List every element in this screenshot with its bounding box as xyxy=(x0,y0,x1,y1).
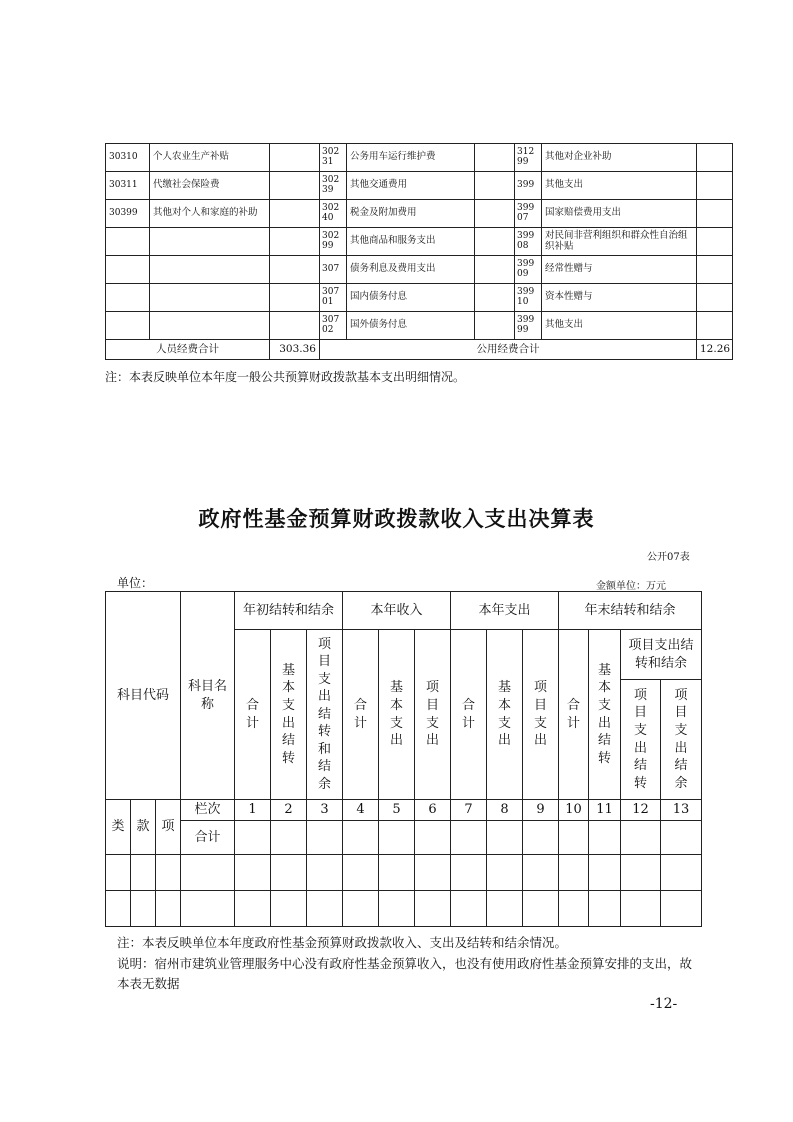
column-number: 7 xyxy=(451,800,487,821)
column-number: 13 xyxy=(661,800,702,821)
expense-name-cell: 对民间非营利组织和群众性自治组织补贴 xyxy=(542,228,697,256)
expense-name-cell: 债务利息及费用支出 xyxy=(347,256,475,284)
expense-code-cell: 30702 xyxy=(320,312,347,340)
fund-table-note: 注：本表反映单位本年度政府性基金预算财政拨款收入、支出及结转和结余情况。 xyxy=(117,935,568,950)
header-begin-project: 项目支出结转和结余 xyxy=(318,636,332,792)
column-number: 2 xyxy=(271,800,307,821)
fund-table-explanation: 说明：宿州市建筑业管理服务中心没有政府性基金预算收入，也没有使用政府性基金预算安排的支出，故本表无数据 xyxy=(117,956,693,991)
expense-code-cell: 30239 xyxy=(320,172,347,200)
expense-code-cell: 39907 xyxy=(515,200,542,228)
header-xiang: 项 xyxy=(156,800,181,855)
header-end-total: 合计 xyxy=(567,697,581,731)
amount-cell xyxy=(697,172,733,200)
expense-name-cell: 资本性赠与 xyxy=(542,284,697,312)
header-income-total: 合计 xyxy=(354,697,368,731)
amount-cell xyxy=(475,256,515,284)
table-row xyxy=(106,891,702,927)
column-number: 12 xyxy=(621,800,661,821)
table-row xyxy=(106,284,733,312)
header-lei: 类 xyxy=(106,800,131,855)
header-subject-code: 科目代码 xyxy=(106,592,181,800)
header-expense-total: 合计 xyxy=(462,697,476,731)
expense-code-cell: 30311 xyxy=(106,172,150,200)
table-row xyxy=(106,172,733,200)
column-number: 4 xyxy=(343,800,379,821)
amount-cell xyxy=(270,172,320,200)
expense-code-cell: 30231 xyxy=(320,144,347,172)
expense-code-cell: 39909 xyxy=(515,256,542,284)
expense-name-cell: 个人农业生产补贴 xyxy=(150,144,270,172)
expense-code-cell: 39999 xyxy=(515,312,542,340)
header-expense-project: 项目支出 xyxy=(534,680,548,749)
expense-name-cell: 国外债务付息 xyxy=(347,312,475,340)
sum-row xyxy=(106,821,702,855)
header-income-basic: 基本支出 xyxy=(390,680,404,749)
header-end-project-carry: 项目支出结转 xyxy=(634,687,648,791)
expense-name-cell xyxy=(150,256,270,284)
amount-cell xyxy=(697,200,733,228)
expense-name-cell: 其他交通费用 xyxy=(347,172,475,200)
amount-cell xyxy=(697,228,733,256)
expense-code-cell: 30299 xyxy=(320,228,347,256)
expense-code-cell: 30240 xyxy=(320,200,347,228)
column-number: 1 xyxy=(235,800,271,821)
expense-code-cell xyxy=(106,312,150,340)
header-expense: 本年支出 xyxy=(451,592,559,630)
amount-cell xyxy=(475,172,515,200)
header-income: 本年收入 xyxy=(343,592,451,630)
expense-name-cell: 税金及附加费用 xyxy=(347,200,475,228)
expense-name-cell: 其他对企业补助 xyxy=(542,144,697,172)
page-title: 政府性基金预算财政拨款收入支出决算表 xyxy=(198,507,595,531)
expense-code-cell xyxy=(106,228,150,256)
table-row xyxy=(106,200,733,228)
expense-code-cell xyxy=(106,284,150,312)
expense-code-cell: 30310 xyxy=(106,144,150,172)
amount-cell xyxy=(270,144,320,172)
public-total-value: 12.26 xyxy=(697,340,733,360)
expense-name-cell xyxy=(150,228,270,256)
column-number-label: 栏次 xyxy=(181,800,235,821)
expense-name-cell: 国内债务付息 xyxy=(347,284,475,312)
header-expense-basic: 基本支出 xyxy=(498,680,512,749)
amount-cell xyxy=(475,312,515,340)
amount-cell xyxy=(475,200,515,228)
table-note: 注：本表反映单位本年度一般公共预算财政拨款基本支出明细情况。 xyxy=(105,370,466,384)
amount-cell xyxy=(270,284,320,312)
header-end-balance: 年末结转和结余 xyxy=(559,592,702,630)
amount-cell xyxy=(475,228,515,256)
header-end-project: 项目支出结转和结余 xyxy=(621,630,702,680)
expense-name-cell: 其他商品和服务支出 xyxy=(347,228,475,256)
public-total-label: 公用经费合计 xyxy=(320,340,697,360)
amount-cell xyxy=(697,144,733,172)
expense-code-cell: 399 xyxy=(515,172,542,200)
expense-name-cell: 国家赔偿费用支出 xyxy=(542,200,697,228)
header-end-project-remain: 项目支出结余 xyxy=(674,687,688,791)
amount-cell xyxy=(270,228,320,256)
column-number: 5 xyxy=(379,800,415,821)
table-row xyxy=(106,855,702,891)
column-number: 9 xyxy=(523,800,559,821)
amount-cell xyxy=(270,200,320,228)
table-row xyxy=(106,144,733,172)
column-number: 3 xyxy=(307,800,343,821)
table-number: 公开07表 xyxy=(647,552,690,563)
header-begin-total: 合计 xyxy=(245,697,259,731)
expense-name-cell xyxy=(150,284,270,312)
expense-code-cell: 307 xyxy=(320,256,347,284)
fund-budget-table xyxy=(105,591,702,927)
table-row xyxy=(106,256,733,284)
expense-code-cell: 39908 xyxy=(515,228,542,256)
column-number: 10 xyxy=(559,800,589,821)
amount-cell xyxy=(270,312,320,340)
expense-name-cell: 公务用车运行维护费 xyxy=(347,144,475,172)
header-kuan: 款 xyxy=(131,800,156,855)
amount-cell xyxy=(475,284,515,312)
expense-name-cell: 其他支出 xyxy=(542,172,697,200)
unit-label: 单位： xyxy=(117,576,154,590)
column-number: 6 xyxy=(415,800,451,821)
header-end-basic: 基本支出结转 xyxy=(598,662,612,766)
personnel-total-value: 303.36 xyxy=(270,340,320,360)
amount-cell xyxy=(697,256,733,284)
column-number: 8 xyxy=(487,800,523,821)
table-row xyxy=(106,228,733,256)
header-begin-basic: 基本支出结转 xyxy=(281,662,295,766)
expense-name-cell: 代缴社会保险费 xyxy=(150,172,270,200)
totals-row xyxy=(106,340,733,360)
expense-code-cell: 31299 xyxy=(515,144,542,172)
expense-name-cell: 其他支出 xyxy=(542,312,697,340)
amount-cell xyxy=(697,284,733,312)
basic-expense-detail-table xyxy=(105,143,733,360)
header-begin-balance: 年初结转和结余 xyxy=(235,592,343,630)
amount-cell xyxy=(270,256,320,284)
expense-name-cell xyxy=(150,312,270,340)
expense-code-cell: 39910 xyxy=(515,284,542,312)
sum-row-label: 合计 xyxy=(181,821,235,855)
header-subject-name: 科目名称 xyxy=(181,592,235,800)
amount-cell xyxy=(475,144,515,172)
header-income-project: 项目支出 xyxy=(426,680,440,749)
amount-unit-label: 金额单位：万元 xyxy=(596,581,666,592)
expense-code-cell: 30701 xyxy=(320,284,347,312)
personnel-total-label: 人员经费合计 xyxy=(106,340,270,360)
expense-name-cell: 经常性赠与 xyxy=(542,256,697,284)
column-number: 11 xyxy=(589,800,621,821)
expense-code-cell: 30399 xyxy=(106,200,150,228)
amount-cell xyxy=(697,312,733,340)
expense-name-cell: 其他对个人和家庭的补助 xyxy=(150,200,270,228)
page-number: -12- xyxy=(650,996,678,1012)
expense-code-cell xyxy=(106,256,150,284)
table-row xyxy=(106,312,733,340)
